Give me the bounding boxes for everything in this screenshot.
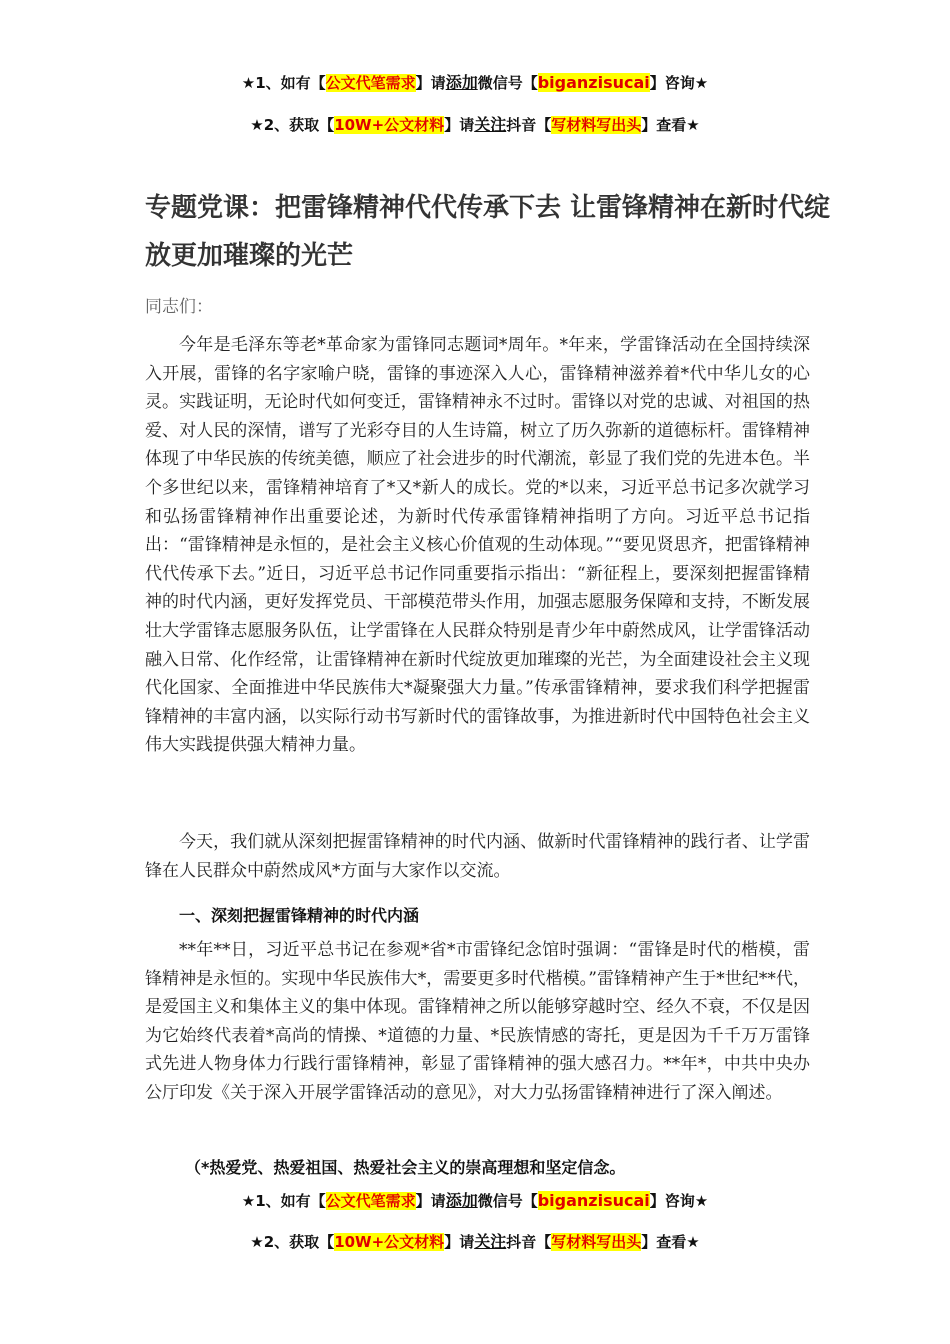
highlight-label: 公文代笔需求: [325, 1192, 416, 1210]
emphasis-label: 添加: [445, 1191, 478, 1210]
banner-text: 】请: [444, 1233, 475, 1251]
highlight-label: 写材料写出头: [551, 1233, 642, 1251]
highlight-label: 写材料写出头: [551, 116, 642, 134]
banner-text: ★2、获取【: [250, 1233, 335, 1251]
promo-banner-2: [0, 112, 950, 135]
banner-text: 】查看★: [641, 116, 700, 134]
highlight-label: biganzisucai: [537, 73, 650, 92]
emphasis-label: 添加: [445, 73, 478, 92]
banner-text: 抖音【: [506, 116, 552, 134]
banner-text: 】查看★: [641, 1233, 700, 1251]
sub-heading: （*热爱党、热爱祖国、热爱社会主义的崇高理想和坚定信念。: [185, 1158, 626, 1177]
banner-text: 】请: [444, 116, 475, 134]
section-heading: 一、深刻把握雷锋精神的时代内涵: [179, 906, 420, 925]
highlight-label: biganzisucai: [537, 1191, 650, 1210]
emphasis-label: 关注: [474, 115, 507, 134]
banner-text: 微信号【: [477, 1192, 538, 1210]
banner-text: 】咨询★: [649, 74, 709, 92]
banner-text: 】咨询★: [649, 1192, 709, 1210]
promo-banner-2-bottom: [0, 1229, 950, 1252]
promo-banner-1: [0, 70, 950, 93]
banner-text: ★1、如有【: [241, 1192, 326, 1210]
banner-text: 】请: [415, 74, 446, 92]
paragraph: **年**日，习近平总书记在参观*省*市雷锋纪念馆时强调：“雷锋是时代的楷模，雷锋精神是永恒的。实现中华民族伟大*，需要更多时代楷模。”雷锋精神产生于*世纪**代，是爱国主义和集体主义的集中体现。雷锋精神之所以能够穿越时空、经久不衰，不仅是因为它始终代表着*高尚的情操、*道德的力量、*民族情感的寄托，更是因为千千万万雷锋式先进人物身体力行践行雷锋精神，彰显了雷锋精神的强大感召力。**年*，中共中央办公厅印发《关于深入开展学雷锋活动的意见》，对大力弘扬雷锋精神进行了深入阐述。: [145, 940, 810, 1103]
banner-text: 微信号【: [477, 74, 538, 92]
banner-text: 】请: [415, 1192, 446, 1210]
highlight-label: 公文代笔需求: [325, 74, 416, 92]
paragraph: 今年是毛泽东等老*革命家为雷锋同志题词*周年。*年来，学雷锋活动在全国持续深入开展，雷锋的名字家喻户晓，雷锋的事迹深入人心，雷锋精神滋养着*代中华儿女的心灵。实践证明，无论时代如何变迁，雷锋精神永不过时。雷锋以对党的忠诚、对祖国的热爱、对人民的深情，谱写了光彩夺目的人生诗篇，树立了历久弥新的道德标杆。雷锋精神体现了中华民族的传统美德，顺应了社会进步的时代潮流，彰显了我们党的先进本色。半个多世纪以来，雷锋精神培育了*又*新人的成长。党的*以来，习近平总书记多次就学习和弘扬雷锋精神作出重要论述，为新时代传承雷锋精神指明了方向。习近平总书记指出：“雷锋精神是永恒的，是社会主义核心价值观的生动体现。”“要见贤思齐，把雷锋精神代代传承下去。”近日，习近平总书记作同重要指示指出：“新征程上，要深刻把握雷锋精神的时代内涵，更好发挥党员、干部模范带头作用，加强志愿服务保障和支持，不断发展壮大学雷锋志愿服务队伍，让学雷锋在人民群众特别是青少年中蔚然成风，让学雷锋活动融入日常、化作经常，让雷锋精神在新时代绽放更加璀璨的光芒，为全面建设社会主义现代化国家、全面推进中华民族伟大*凝聚强大力量。”传承雷锋精神，要求我们科学把握雷锋精神的丰富内涵，以实际行动书写新时代的雷锋故事，为推进新时代中国特色社会主义伟大实践提供强大精神力量。: [145, 335, 810, 756]
banner-text: ★2、获取【: [250, 116, 335, 134]
banner-text: 抖音【: [506, 1233, 552, 1251]
highlight-label: 10W+公文材料: [334, 116, 445, 134]
emphasis-label: 关注: [474, 1232, 507, 1251]
promo-banner-1-bottom: [0, 1188, 950, 1211]
greeting: 同志们：: [145, 297, 213, 317]
highlight-label: 10W+公文材料: [334, 1233, 445, 1251]
paragraph: 今天，我们就从深刻把握雷锋精神的时代内涵、做新时代雷锋精神的践行者、让学雷锋在人民群众中蔚然成风*方面与大家作以交流。: [145, 832, 810, 881]
banner-text: ★1、如有【: [241, 74, 326, 92]
document-title: 专题党课：把雷锋精神代代传承下去 让雷锋精神在新时代绽放更加璀璨的光芒: [145, 193, 831, 271]
